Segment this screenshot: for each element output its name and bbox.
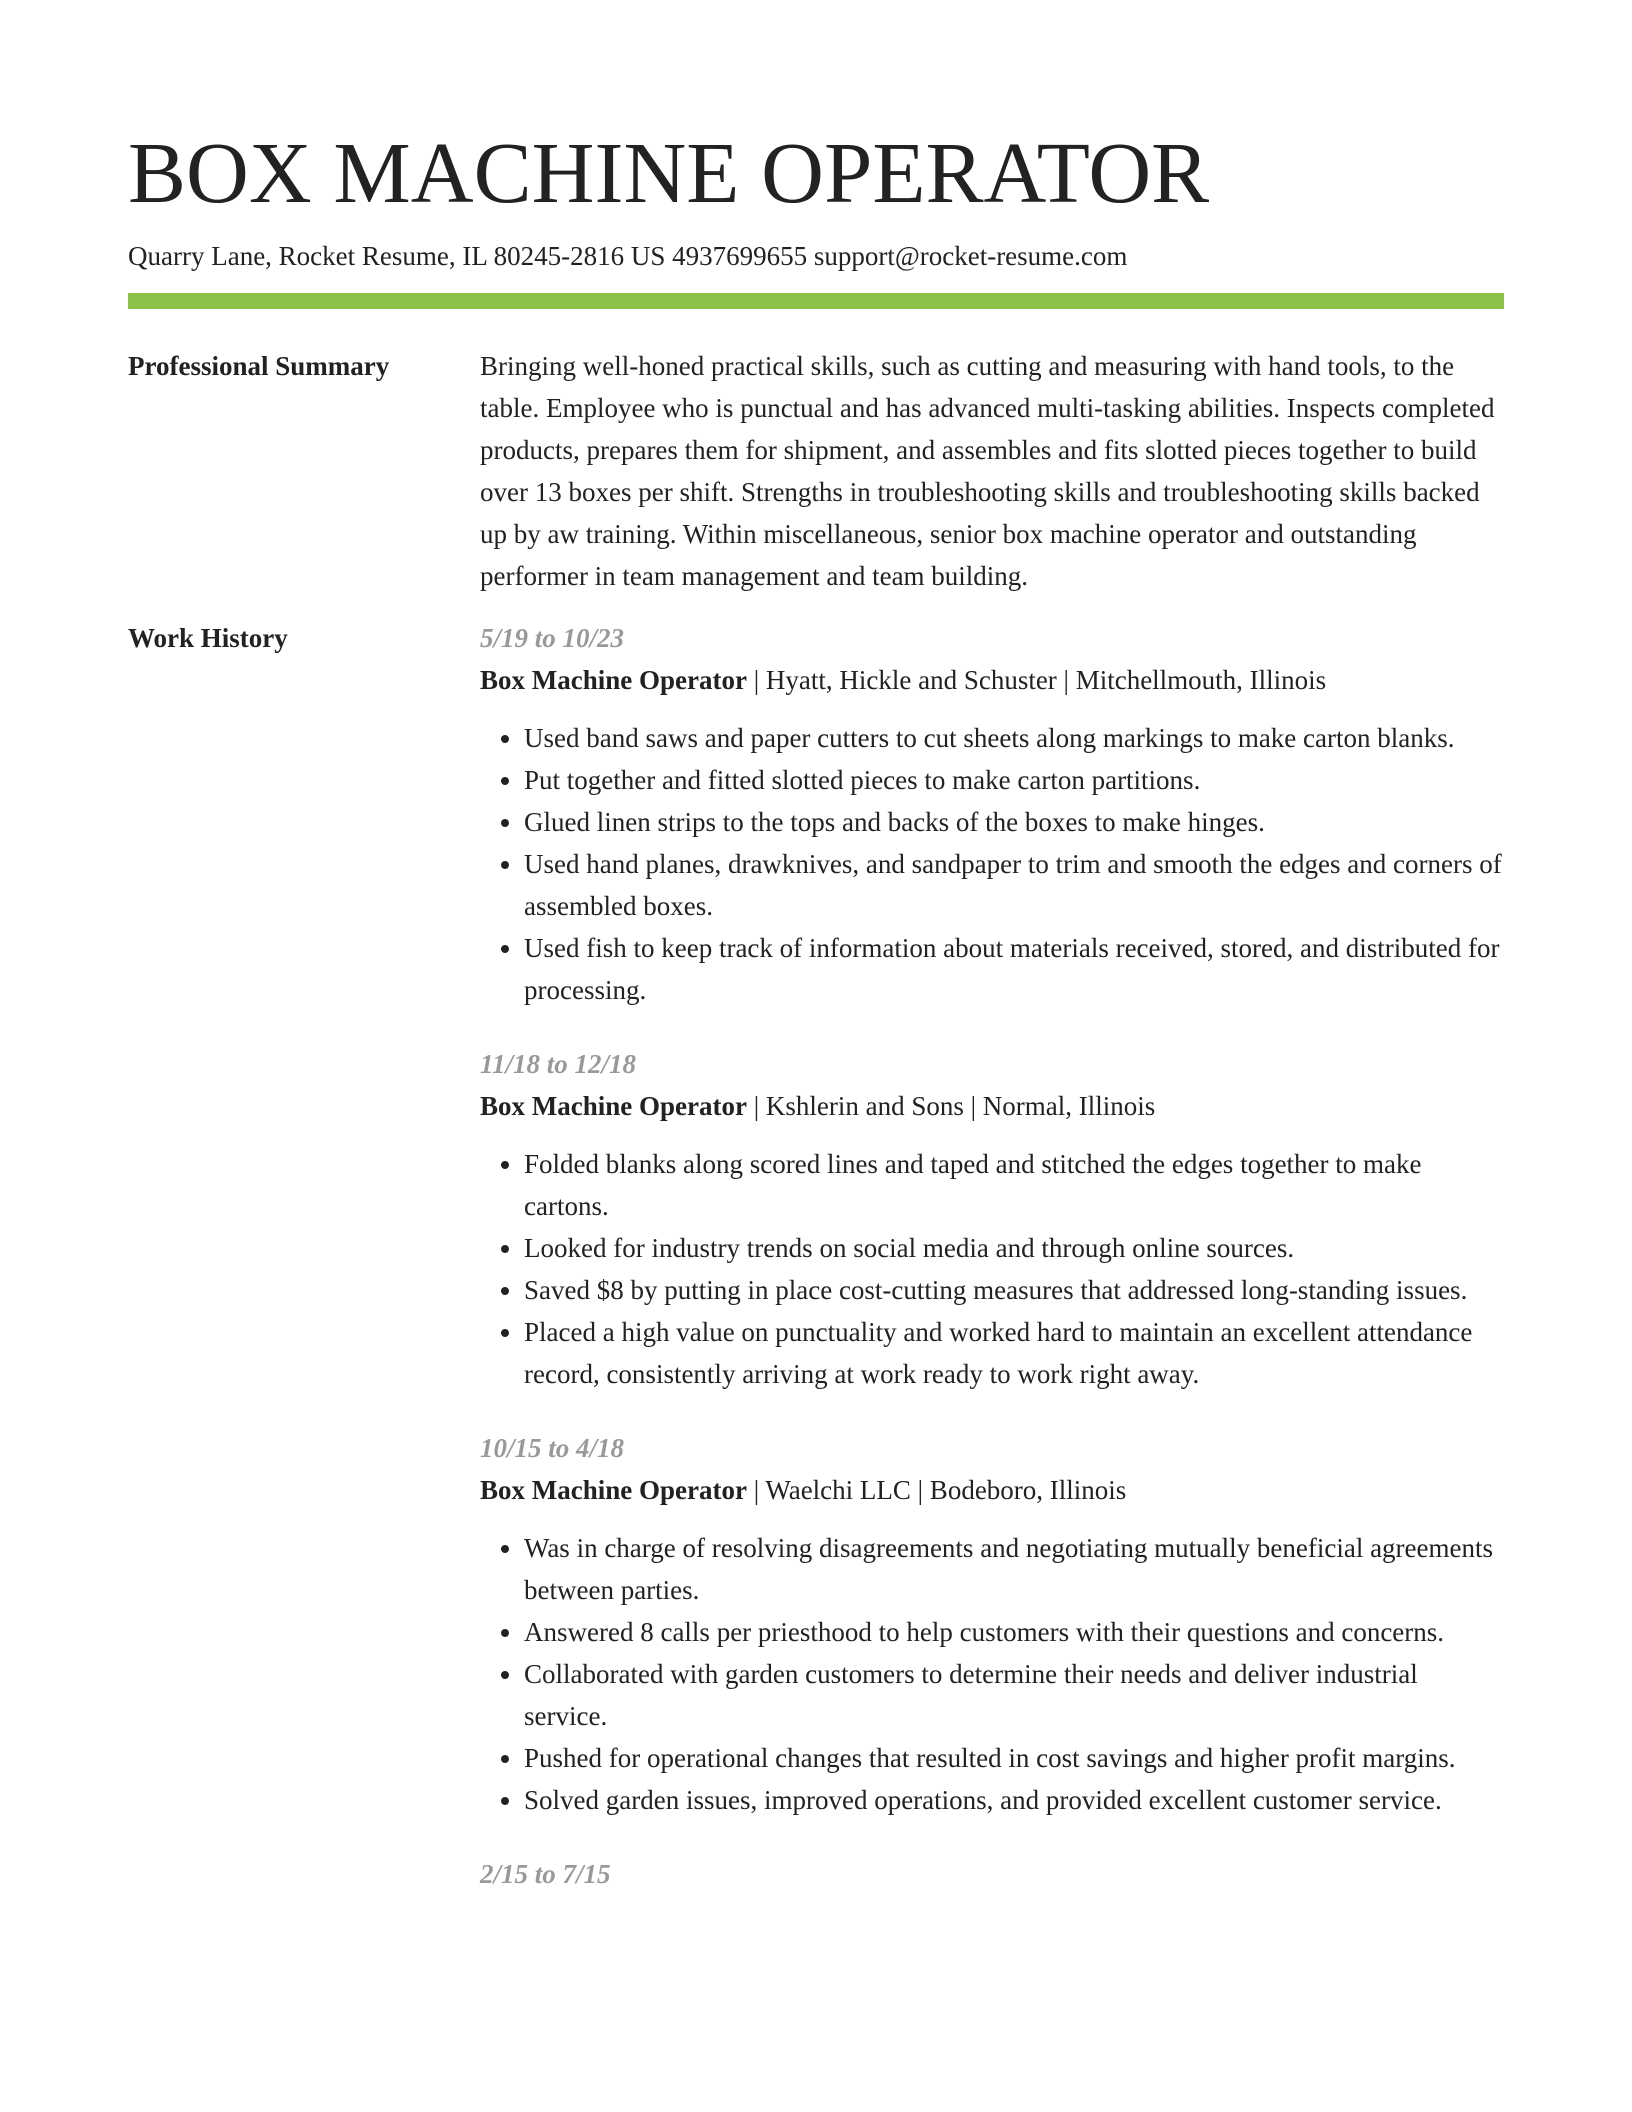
professional-summary-section <box>128 345 1504 597</box>
job-title: Box Machine Operator <box>480 1475 747 1505</box>
job-entry <box>480 1043 1504 1395</box>
job-bullet: • Collaborated with garden customers to determine their needs and deliver industrial service. <box>524 1653 1504 1737</box>
job-bullet: • Answered 8 calls per priesthood to help customers with their questions and concerns. <box>524 1611 1504 1653</box>
job-employer-location: | Hyatt, Hickle and Schuster | Mitchellmouth, Illinois <box>746 665 1327 695</box>
summary-text: Bringing well-honed practical skills, such as cutting and measuring with hand tools, to the table. Employee who is punctual and has advanced multi-tasking abilities. Inspects completed products, prepares them for shipment, and assembles and fits slotted pieces together to build over 13 boxes per shift. Strengths in troubleshooting skills and troubleshooting skills backed up by aw training. Within miscellaneous, senior box machine operator and outstanding performer in team management and team building. <box>480 351 1495 591</box>
section-label-work-history: Work History <box>128 623 288 653</box>
job-bullets <box>480 1143 1504 1395</box>
accent-divider <box>128 293 1504 309</box>
resume-page <box>128 118 1504 1927</box>
job-bullets <box>480 717 1504 1011</box>
job-bullet: • Saved $8 by putting in place cost-cutting measures that addressed long-standing issues. <box>524 1269 1504 1311</box>
job-bullet: • Used band saws and paper cutters to cut sheets along markings to make carton blanks. <box>524 717 1504 759</box>
job-bullet: • Glued linen strips to the tops and backs of the boxes to make hinges. <box>524 801 1504 843</box>
job-entry <box>480 1853 1504 1895</box>
job-heading <box>480 1469 1504 1511</box>
job-bullet: • Put together and fitted slotted pieces to make carton partitions. <box>524 759 1504 801</box>
job-bullet: • Solved garden issues, improved operations, and provided excellent customer service. <box>524 1779 1504 1821</box>
job-title: Box Machine Operator <box>480 1091 747 1121</box>
job-bullet: • Placed a high value on punctuality and worked hard to maintain an excellent attendance record, consistently arriving at work ready to work right away. <box>524 1311 1504 1395</box>
job-bullet: • Pushed for operational changes that resulted in cost savings and higher profit margins. <box>524 1737 1504 1779</box>
job-employer-location: | Waelchi LLC | Bodeboro, Illinois <box>746 1475 1127 1505</box>
job-title: Box Machine Operator <box>480 665 747 695</box>
job-dates: 10/15 to 4/18 <box>480 1433 625 1463</box>
job-bullets <box>480 1527 1504 1821</box>
job-bullet: • Used fish to keep track of information about materials received, stored, and distributed for processing. <box>524 927 1504 1011</box>
job-bullet: • Was in charge of resolving disagreements and negotiating mutually beneficial agreements between parties. <box>524 1527 1504 1611</box>
job-dates: 11/18 to 12/18 <box>480 1049 637 1079</box>
contact-line: Quarry Lane, Rocket Resume, IL 80245-2816 US 4937699655 support@rocket-resume.com <box>128 241 1128 271</box>
job-dates: 5/19 to 10/23 <box>480 623 625 653</box>
job-dates: 2/15 to 7/15 <box>480 1859 611 1889</box>
section-label-summary: Professional Summary <box>128 351 390 381</box>
job-heading <box>480 659 1504 701</box>
job-bullet: • Folded blanks along scored lines and taped and stitched the edges together to make cartons. <box>524 1143 1504 1227</box>
job-list <box>480 617 1504 1927</box>
resume-title: BOX MACHINE OPERATOR <box>128 124 1210 221</box>
job-employer-location: | Kshlerin and Sons | Normal, Illinois <box>746 1091 1156 1121</box>
job-entry <box>480 617 1504 1011</box>
work-history-section <box>128 617 1504 1927</box>
job-bullet: • Used hand planes, drawknives, and sandpaper to trim and smooth the edges and corners of assembled boxes. <box>524 843 1504 927</box>
job-entry <box>480 1427 1504 1821</box>
job-heading <box>480 1085 1504 1127</box>
job-bullet: • Looked for industry trends on social media and through online sources. <box>524 1227 1504 1269</box>
